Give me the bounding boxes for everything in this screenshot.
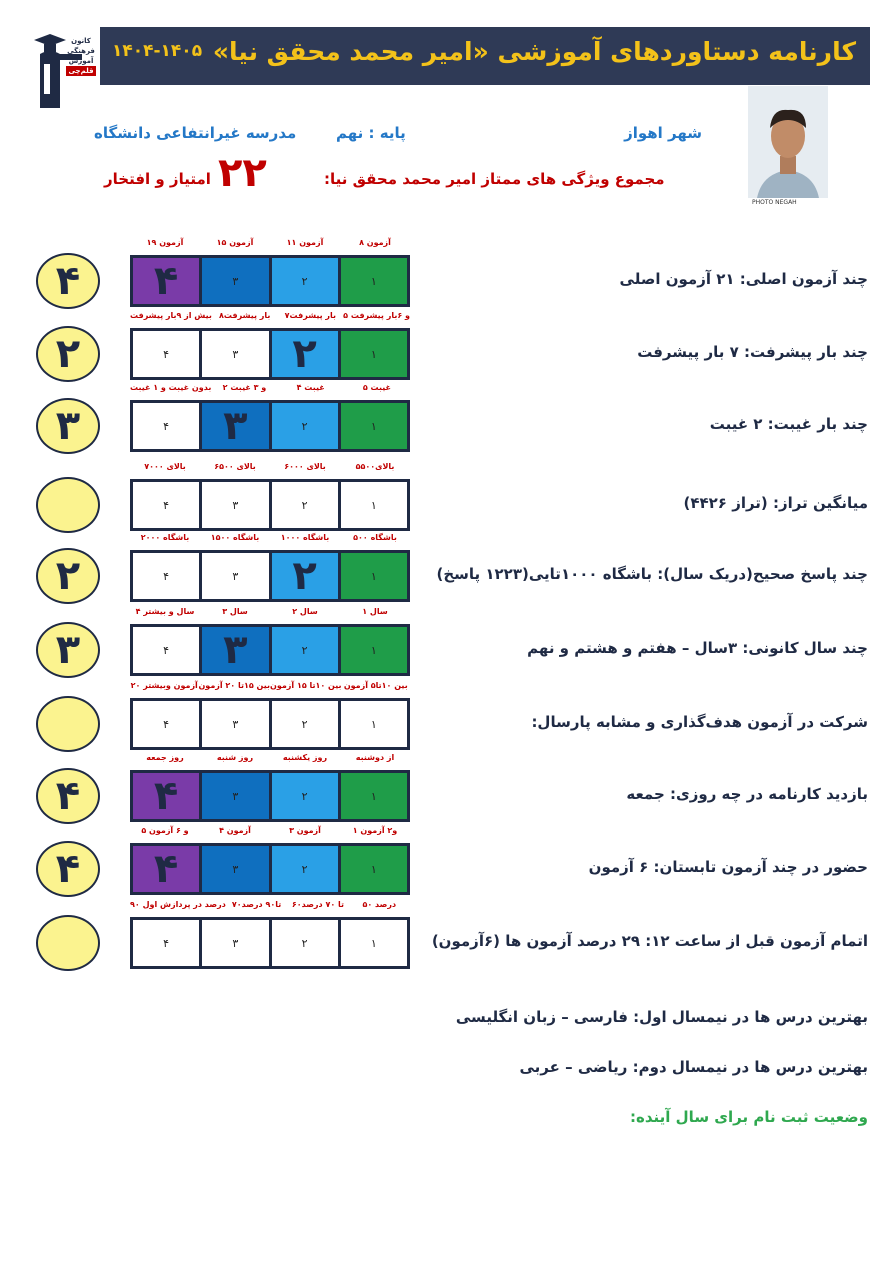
total-suffix: امتیاز و افتخار — [104, 170, 211, 188]
criteria-range-labels — [130, 753, 410, 767]
scale-cell: ۲ — [272, 331, 338, 377]
criteria-range-labels — [130, 607, 410, 621]
photo-caption: PHOTO NEGAH — [752, 199, 797, 206]
range-label: ۵۰ درصد — [362, 900, 397, 909]
scale-cell: ۲ — [272, 920, 338, 966]
scale-cell: ۴ — [133, 920, 199, 966]
criteria-scale — [130, 328, 410, 380]
scale-cell: ۱ — [341, 627, 407, 673]
logo-line-3: آموزش — [68, 57, 94, 65]
range-label: ۵ و ۶ آزمون — [141, 826, 189, 835]
scale-cell: ۱ — [341, 773, 407, 819]
score-circle: ۲ — [36, 326, 100, 382]
criteria-scale — [130, 917, 410, 969]
scale-cell: ۲ — [272, 258, 338, 304]
range-label: باشگاه ۵۰۰ — [353, 533, 397, 542]
scale-cell: ۲ — [272, 403, 338, 449]
range-label: بین ۱۰تا۵ آزمون — [343, 681, 408, 690]
scale-cell: ۳ — [202, 701, 268, 747]
scale-cell: ۴ — [133, 627, 199, 673]
range-label: ۱ سال — [362, 607, 388, 616]
score-circle: ۴ — [36, 768, 100, 824]
range-label: روز یکشنبه — [282, 753, 328, 762]
criteria-scale — [130, 400, 410, 452]
scale-cell: ۱ — [341, 701, 407, 747]
score-circle — [36, 915, 100, 971]
range-label: بالای۵۵۰۰ — [355, 462, 395, 471]
range-label: ۳ سال — [222, 607, 248, 616]
total-label: مجموع ویژگی های ممتاز امیر محمد محقق نیا: — [324, 170, 665, 188]
range-label: روز جمعه — [146, 753, 184, 762]
scale-cell: ۴ — [133, 258, 199, 304]
score-circle — [36, 696, 100, 752]
criteria-range-labels — [130, 900, 410, 914]
academic-years: ۱۴۰۴-۱۴۰۵ — [112, 41, 203, 61]
score-circle: ۴ — [36, 253, 100, 309]
range-label: بالای ۷۰۰۰ — [144, 462, 186, 471]
range-label: ۷۰تا۹۰ درصد — [231, 900, 282, 909]
scale-cell: ۱ — [341, 258, 407, 304]
scale-cell: ۴ — [133, 846, 199, 892]
range-label: ۱۵ آزمون — [216, 238, 254, 247]
kanoon-logo — [30, 24, 94, 112]
scale-cell: ۲ — [272, 701, 338, 747]
scale-cell: ۳ — [202, 627, 268, 673]
range-label: روز شنبه — [216, 753, 254, 762]
range-label: ۹۰ درصد در پردازش اول — [130, 900, 226, 909]
criteria-question: میانگین تراز: (تراز ۴۴۲۶) — [683, 494, 868, 512]
scale-cell: ۴ — [133, 482, 199, 528]
criteria-scale — [130, 770, 410, 822]
range-label: ۴ غیبت — [296, 383, 325, 392]
criteria-question: چند بار غیبت: ۲ غیبت — [709, 415, 868, 433]
range-label: بین ۱۰تا ۱۵ آزمون — [270, 681, 342, 690]
scale-cell: ۳ — [202, 331, 268, 377]
range-label: باشگاه ۲۰۰۰ — [140, 533, 190, 542]
best-subjects-second-semester: بهترین درس ها در نیمسال دوم: ریاضی – عربی — [519, 1058, 868, 1076]
scale-cell: ۴ — [133, 701, 199, 747]
scale-cell: ۱ — [341, 846, 407, 892]
criteria-range-labels — [130, 238, 410, 252]
scale-cell: ۳ — [202, 773, 268, 819]
scale-cell: ۱ — [341, 553, 407, 599]
scale-cell: ۴ — [133, 773, 199, 819]
range-label: ۲ سال — [292, 607, 318, 616]
scale-cell: ۲ — [272, 553, 338, 599]
range-label: باشگاه ۱۵۰۰ — [210, 533, 260, 542]
criteria-question: چند پاسخ صحیح(دریک سال): باشگاه ۱۰۰۰تایی(۱۲۲۳ پاسخ) — [436, 565, 868, 583]
range-label: ۷بار پیشرفت — [284, 311, 337, 320]
total-value: ۲۲ — [218, 150, 267, 196]
criteria-scale — [130, 698, 410, 750]
scale-cell: ۱ — [341, 331, 407, 377]
school: مدرسه غیرانتفاعی دانشگاه — [94, 124, 297, 142]
range-label: ۱۱ آزمون — [286, 238, 324, 247]
scale-cell: ۱ — [341, 920, 407, 966]
criteria-question: شرکت در آزمون هدف‌گذاری و مشابه پارسال: — [531, 713, 868, 731]
scale-cell: ۳ — [202, 846, 268, 892]
criteria-scale — [130, 255, 410, 307]
logo-line-2: فرهنگی — [67, 47, 95, 55]
scale-cell: ۳ — [202, 920, 268, 966]
range-label: ۸بار پیشرفت — [219, 311, 271, 320]
criteria-scale — [130, 550, 410, 602]
score-circle: ۴ — [36, 841, 100, 897]
student-photo — [748, 86, 828, 206]
score-circle: ۲ — [36, 548, 100, 604]
criteria-range-labels — [130, 311, 410, 325]
best-subjects-first-semester: بهترین درس ها در نیمسال اول: فارسی – زبان انگلیسی — [455, 1008, 868, 1026]
scale-cell: ۱ — [341, 482, 407, 528]
criteria-scale — [130, 843, 410, 895]
criteria-question: بازدید کارنامه در چه روزی: جمعه — [626, 785, 868, 803]
scale-cell: ۲ — [272, 627, 338, 673]
score-circle: ۳ — [36, 398, 100, 454]
score-circle: ۳ — [36, 622, 100, 678]
grade: پایه : نهم — [336, 124, 406, 142]
scale-cell: ۳ — [202, 403, 268, 449]
range-label: ۴ آزمون — [219, 826, 251, 835]
city: شهر اهواز — [624, 124, 702, 142]
range-label: بالای ۶۵۰۰ — [214, 462, 256, 471]
range-label: بالای ۶۰۰۰ — [284, 462, 326, 471]
criteria-range-labels — [130, 383, 410, 397]
criteria-question: اتمام آزمون قبل از ساعت ۱۲: ۲۹ درصد آزمون ها (۶آزمون) — [431, 932, 868, 950]
scale-cell: ۲ — [272, 482, 338, 528]
range-label: بیش از ۹بار پیشرفت — [130, 311, 212, 320]
range-label: بدون غیبت و ۱ غیبت — [129, 383, 212, 392]
criteria-scale — [130, 624, 410, 676]
logo-line-4: قلم‌چی — [66, 66, 96, 76]
scale-cell: ۲ — [272, 846, 338, 892]
scale-cell: ۱ — [341, 403, 407, 449]
range-label: ۴ سال و بیشتر — [135, 607, 195, 616]
score-circle — [36, 477, 100, 533]
criteria-question: حضور در چند آزمون تابستان: ۶ آزمون — [588, 858, 868, 876]
range-label: ۱۹ آزمون — [146, 238, 184, 247]
scale-cell: ۴ — [133, 553, 199, 599]
criteria-range-labels — [130, 826, 410, 840]
range-label: از دوشنبه — [355, 753, 395, 762]
range-label: ۸ آزمون — [359, 238, 391, 247]
registration-status: وضعیت ثبت نام برای سال آینده: — [630, 1108, 868, 1126]
scale-cell: ۳ — [202, 258, 268, 304]
range-label: ۵ و ۶بار پیشرفت — [343, 311, 410, 320]
criteria-question: چند بار پیشرفت: ۷ بار پیشرفت — [637, 343, 868, 361]
criteria-range-labels — [130, 681, 410, 695]
range-label: ۳ آزمون — [289, 826, 321, 835]
title-bar — [100, 27, 870, 85]
scale-cell: ۴ — [133, 403, 199, 449]
scale-cell: ۲ — [272, 773, 338, 819]
scale-cell: ۳ — [202, 553, 268, 599]
criteria-question: چند سال کانونی: ۳سال – هفتم و هشتم و نهم — [527, 639, 868, 657]
criteria-range-labels — [130, 533, 410, 547]
range-label: ۵ غیبت — [362, 383, 391, 392]
scale-cell: ۴ — [133, 331, 199, 377]
criteria-question: چند آزمون اصلی: ۲۱ آزمون اصلی — [619, 270, 868, 288]
range-label: بین ۱۵تا ۲۰ آزمون — [198, 681, 270, 690]
criteria-scale — [130, 479, 410, 531]
range-label: ۶۰تا ۷۰ درصد — [291, 900, 344, 909]
range-label: ۱ و۲ آزمون — [352, 826, 398, 835]
range-label: ۲۰ آزمون وبیشتر — [130, 681, 198, 690]
range-label: باشگاه ۱۰۰۰ — [280, 533, 330, 542]
logo-line-1: کانون — [71, 37, 91, 45]
criteria-range-labels — [130, 462, 410, 476]
range-label: ۲ و ۳ غیبت — [222, 383, 267, 392]
scale-cell: ۳ — [202, 482, 268, 528]
report-title: کارنامه دستاوردهای آموزشی «امیر محمد محقق نیا» — [212, 37, 856, 66]
